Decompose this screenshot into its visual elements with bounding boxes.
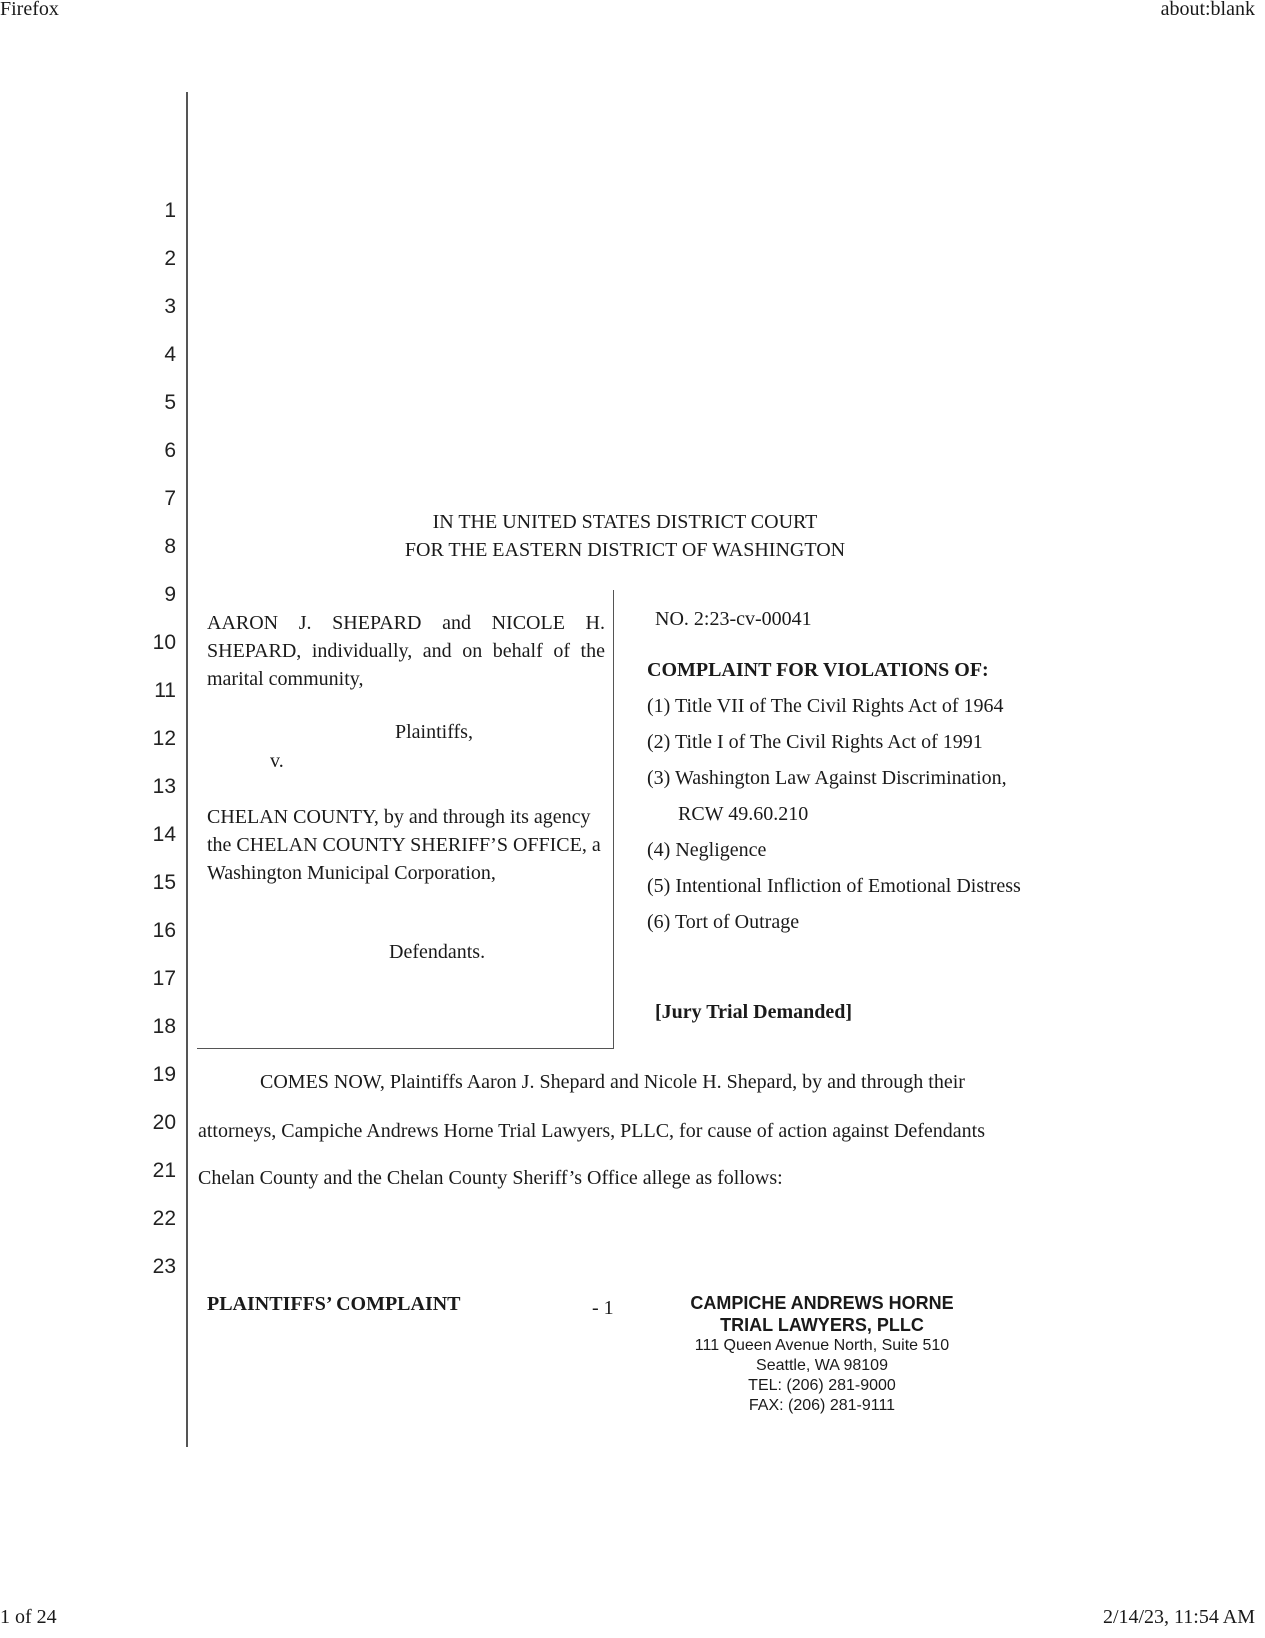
count-item: (2) Title I of The Civil Rights Act of 1991 [647,731,983,753]
line-number: 8 [164,535,176,558]
browser-url: about:blank [1160,0,1255,20]
footer-title: PLAINTIFFS’ COMPLAINT [207,1293,461,1315]
plaintiffs-names: AARON J. SHEPARD and NICOLE H. SHEPARD, individually, and on behalf of the marital community, [207,612,605,690]
count-item: (6) Tort of Outrage [647,911,800,933]
court-heading-line2: FOR THE EASTERN DISTRICT OF WASHINGTON [404,539,846,561]
caption-bottom-rule [197,1048,614,1049]
line-number: 15 [152,871,176,894]
line-number: 13 [152,775,176,798]
jury-demand: [Jury Trial Demanded] [655,1001,853,1023]
firm-block [662,1292,982,1416]
footer-page-number: - 1 [592,1297,614,1319]
line-number: 22 [152,1207,176,1230]
line-number: 21 [152,1159,176,1182]
line-number: 14 [152,823,176,846]
plaintiffs-label: Plaintiffs, [395,721,473,743]
body-line-1: COMES NOW, Plaintiffs Aaron J. Shepard and Nicole H. Shepard, by and through their [260,1071,965,1093]
firm-name-line1: CAMPICHE ANDREWS HORNE [690,1293,954,1313]
line-number: 6 [164,439,176,462]
count-item: (5) Intentional Infliction of Emotional Distress [647,875,1021,897]
case-number: NO. 2:23-cv-00041 [655,608,812,630]
browser-app-name: Firefox [0,0,59,20]
body-line-2: attorneys, Campiche Andrews Horne Trial Lawyers, PLLC, for cause of action against Defendants [198,1120,986,1142]
line-number: 1 [164,199,176,222]
count-item: RCW 49.60.210 [678,803,809,825]
line-number: 2 [164,247,176,270]
line-number: 10 [152,631,176,654]
line-number: 20 [152,1111,176,1134]
count-item: (1) Title VII of The Civil Rights Act of 1964 [647,695,1004,717]
firm-fax: FAX: (206) 281-9111 [748,1397,896,1414]
line-number: 23 [152,1255,176,1278]
line-number: 18 [152,1015,176,1038]
versus: v. [270,750,284,772]
defendants-names: CHELAN COUNTY, by and through its agency the CHELAN COUNTY SHERIFF’S OFFICE, a Washington Municipal Corporation, [207,806,601,884]
line-number: 7 [164,487,176,510]
page-indicator: 1 of 24 [0,1606,57,1628]
line-number: 16 [152,919,176,942]
caption-divider [613,590,614,1049]
court-heading-line1: IN THE UNITED STATES DISTRICT COURT [432,511,818,533]
complaint-heading: COMPLAINT FOR VIOLATIONS OF: [647,659,989,681]
line-number: 19 [152,1063,176,1086]
print-timestamp: 2/14/23, 11:54 AM [1102,1606,1255,1628]
firm-tel: TEL: (206) 281-9000 [748,1377,896,1394]
line-number: 4 [164,343,176,366]
firm-city: Seattle, WA 98109 [756,1357,888,1374]
line-number: 12 [152,727,176,750]
line-number: 9 [164,583,176,606]
body-line-3: Chelan County and the Chelan County Sheriff’s Office allege as follows: [198,1167,783,1189]
firm-name-line2: TRIAL LAWYERS, PLLC [720,1315,924,1335]
margin-rule [186,92,188,1447]
court-heading [385,508,865,564]
count-item: (3) Washington Law Against Discrimination, [647,767,1007,789]
count-item: (4) Negligence [647,839,767,861]
line-number: 5 [164,391,176,414]
line-number: 11 [154,679,176,702]
line-number: 17 [152,967,176,990]
line-number: 3 [164,295,176,318]
firm-address: 111 Queen Avenue North, Suite 510 [694,1337,950,1354]
defendants-label: Defendants. [389,941,486,963]
